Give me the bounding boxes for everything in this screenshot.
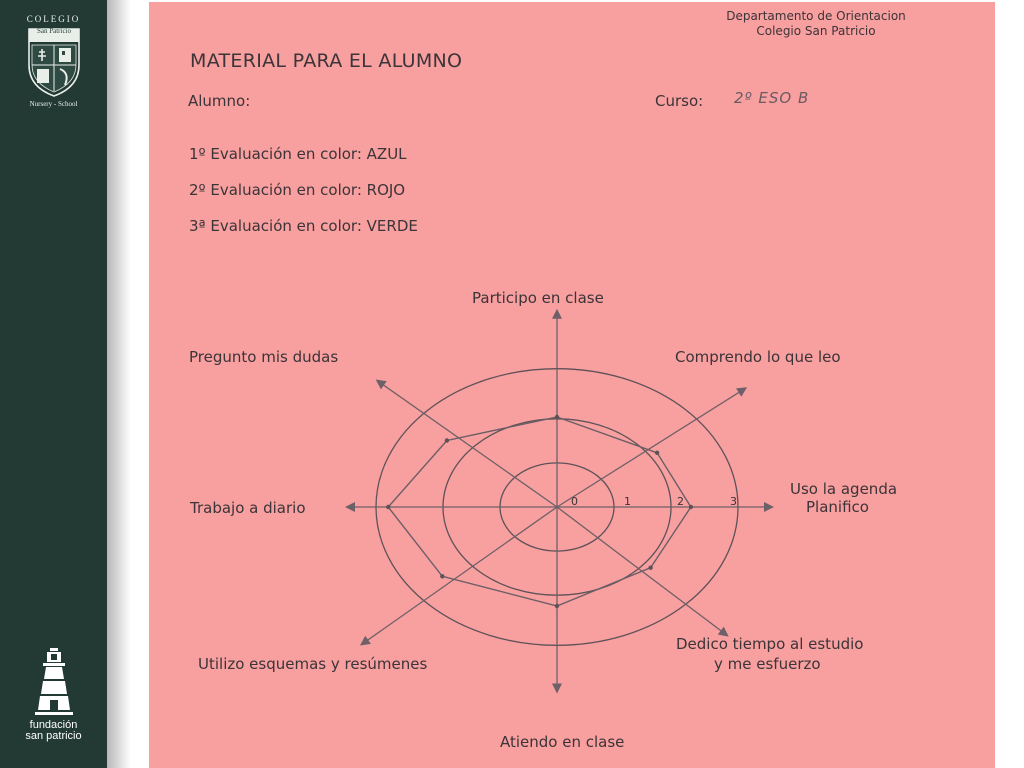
foundation-line-2: san patricio [25,730,82,742]
curso-value: 2º ESO B [734,89,810,107]
axis-label-top: Participo en clase [472,289,604,307]
radar-point-1 [655,451,659,455]
axis-label-left: Trabajo a diario [190,499,306,517]
radar-point-2 [689,505,693,509]
evaluation-1: 1º Evaluación en color: AZUL [189,145,407,163]
axis-label-bottom: Atiendo en clase [500,733,625,751]
evaluation-2: 2º Evaluación en color: ROJO [189,181,406,199]
school-name: Colegio San Patricio [756,24,876,38]
axis-label-top-right: Comprendo lo que leo [675,348,841,366]
alumno-label: Alumno: [188,92,251,110]
school-label: COLEGIO [26,14,81,24]
radar-point-5 [440,574,444,578]
axis-label-right-1: Uso la agenda [790,480,898,498]
axis-label-bottom-right-2: y me esfuerzo [714,655,821,673]
axis-label-top-left: Pregunto mis dudas [189,348,339,366]
crest-name: San Patricio [36,27,72,35]
curso-label: Curso: [655,92,704,110]
foundation-line-1: fundación [29,719,78,731]
radar-point-7 [445,438,449,442]
radar-ticks [571,495,737,508]
evaluation-3: 3ª Evaluación en color: VERDE [189,217,418,235]
radar-tick-label-0: 0 [571,495,578,508]
radar-tick-label-1: 1 [624,495,631,508]
radar-point-3 [648,566,652,570]
axis-label-bottom-left: Utilizo esquemas y resúmenes [198,655,428,673]
radar-series-polygon [388,417,691,606]
radar-axis-1 [557,388,745,507]
radar-point-4 [555,604,559,608]
radar-tick-label-2: 2 [677,495,684,508]
radar-point-0 [555,415,559,419]
crest-subtitle: Nursery - School [29,100,78,108]
radar-points [386,415,693,608]
page-title: MATERIAL PARA EL ALUMNO [190,50,463,72]
radar-point-6 [386,505,390,509]
department-name: Departamento de Orientacion [726,9,906,23]
axis-label-right-2: Planifico [806,498,869,516]
axis-label-bottom-right-1: Dedico tiempo al estudio [676,635,864,653]
radar-tick-label-3: 3 [730,495,737,508]
